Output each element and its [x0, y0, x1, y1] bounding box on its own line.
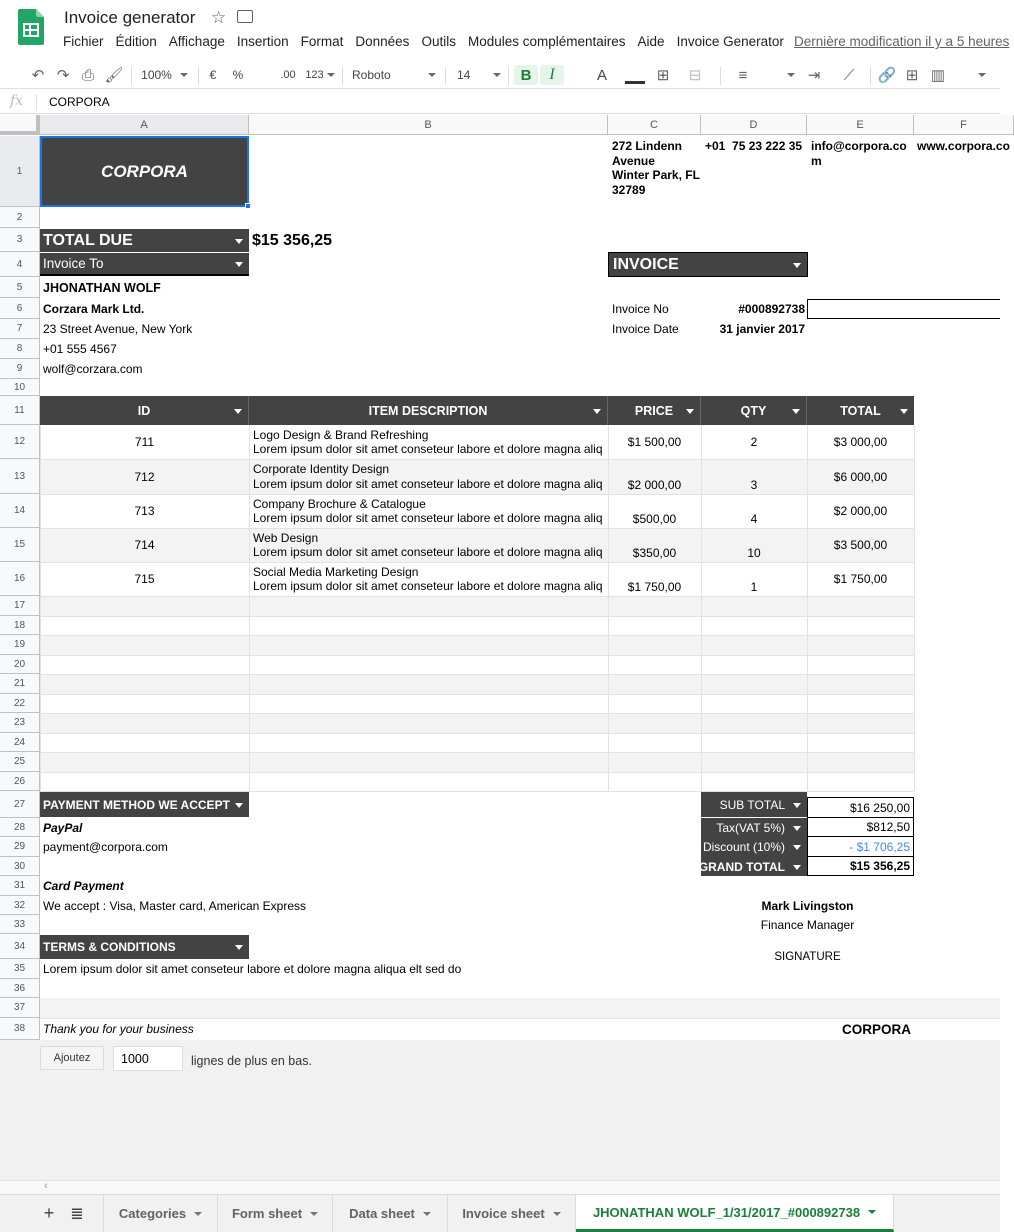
menu-format[interactable]: Format [300, 34, 344, 49]
toolbar-divider [198, 67, 199, 85]
row-header[interactable]: 35 [0, 959, 40, 979]
client-company[interactable]: Corzara Mark Ltd. [43, 301, 145, 316]
subtotal-label-text: SUB TOTAL [719, 797, 785, 812]
row-header[interactable]: 24 [0, 733, 40, 752]
percent-format-button[interactable]: % [232, 68, 244, 82]
invoice-to-label-text: Invoice To [43, 256, 104, 271]
menu-file[interactable]: Fichier [63, 34, 104, 49]
row-header[interactable]: 28 [0, 818, 40, 837]
more-formats-select[interactable] [302, 65, 338, 85]
item-description[interactable] [249, 528, 608, 562]
chevron-down-icon [423, 1212, 431, 1216]
row-header[interactable]: 14 [0, 494, 40, 528]
gridline [914, 425, 915, 791]
dropdown-arrow-icon [593, 409, 601, 414]
italic-button[interactable]: I [540, 65, 564, 85]
gridline [40, 713, 914, 714]
dropdown-arrow-icon [793, 826, 801, 831]
toolbar-divider [720, 67, 721, 85]
dropdown-arrow-icon [793, 803, 801, 808]
tab-label: JHONATHAN WOLF_1/31/2017_#000892738 [592, 1204, 861, 1220]
item-title: Social Media Marketing Design [253, 564, 419, 579]
client-phone[interactable]: +01 555 4567 [43, 342, 117, 356]
row-header[interactable]: 38 [0, 1018, 40, 1040]
row-header[interactable]: 26 [0, 772, 40, 791]
dropdown-arrow-icon [235, 945, 243, 950]
card-payment-text[interactable]: We accept : Visa, Master card, American Express [43, 898, 306, 913]
function-icon: fx [10, 93, 24, 109]
col-price-header[interactable] [608, 396, 701, 425]
item-total[interactable]: $3 000,00 [833, 435, 888, 449]
row-header[interactable]: 20 [0, 655, 40, 674]
item-total[interactable]: $2 000,00 [833, 504, 888, 518]
formula-bar [0, 90, 1000, 114]
item-detail: Lorem ipsum dolor sit amet conseteur labore et dolore magna aliq [253, 442, 603, 456]
text-wrap-icon[interactable]: ⇥ [807, 67, 821, 84]
item-id[interactable]: 713 [134, 504, 155, 518]
row-header[interactable]: 11 [0, 396, 40, 425]
item-price[interactable]: $1 750,00 [627, 579, 682, 594]
payment-method-header-text: PAYMENT METHOD WE ACCEPT [43, 797, 230, 812]
invoice-date-value[interactable]: 31 janvier 2017 [719, 322, 805, 336]
tab-categories[interactable] [103, 1195, 218, 1232]
item-detail: Lorem ipsum dolor sit amet conseteur labore et dolore magna aliq [253, 545, 603, 559]
dropdown-arrow-icon [235, 803, 243, 808]
row-header[interactable]: 12 [0, 425, 40, 459]
payment-method-header[interactable] [40, 792, 249, 817]
terms-text[interactable]: Lorem ipsum dolor sit amet conseteur labore et dolore magna aliqua elt sed do [43, 962, 462, 976]
star-icon[interactable]: ☆ [211, 8, 227, 27]
company-email [811, 139, 907, 168]
dropdown-arrow-icon [235, 239, 243, 244]
print-icon[interactable]: ⎙ [81, 66, 94, 84]
invoice-header-text: INVOICE [613, 255, 679, 273]
more-formats-label: 123 [305, 69, 324, 81]
all-sheets-icon[interactable]: ≣ [70, 1205, 84, 1223]
document-title[interactable]: Invoice generator [64, 8, 196, 27]
gridline [40, 635, 914, 636]
tax-label-text: Tax(VAT 5%) [716, 820, 785, 835]
tab-label: Data sheet [349, 1206, 415, 1221]
total-due-label[interactable] [40, 229, 249, 252]
total-due-label-text: TOTAL DUE [43, 231, 133, 249]
merge-cells-icon[interactable]: ⊟ [688, 67, 702, 84]
thank-you-text[interactable]: Thank you for your business [43, 1022, 194, 1036]
footer-brand[interactable]: CORPORA [841, 1021, 911, 1037]
zoom-value: 100% [141, 68, 172, 82]
row-header[interactable]: 4 [0, 252, 40, 277]
dropdown-arrow-icon [793, 263, 801, 268]
tab-invoice-sheet[interactable] [448, 1195, 576, 1232]
dropdown-arrow-icon [234, 409, 242, 414]
more-options-icon[interactable] [976, 65, 988, 85]
tab-label: Invoice sheet [462, 1206, 545, 1221]
row-band [40, 752, 914, 772]
font-family-value: Roboto [352, 68, 391, 82]
chevron-down-icon [327, 73, 335, 77]
row-header[interactable]: 19 [0, 635, 40, 655]
item-title: Logo Design & Brand Refreshing [253, 427, 429, 442]
client-email[interactable]: wolf@corzara.com [43, 362, 143, 376]
chevron-down-icon [553, 1212, 561, 1216]
gridline [40, 616, 914, 617]
bold-button[interactable]: B [514, 65, 538, 85]
item-qty[interactable]: 1 [750, 579, 758, 594]
insert-link-icon[interactable]: 🔗 [877, 67, 897, 84]
address-line: Avenue [612, 153, 655, 168]
chevron-down-icon [787, 73, 795, 77]
chevron-down-icon [428, 73, 436, 77]
chevron-down-icon [180, 73, 188, 77]
dropdown-arrow-icon [792, 409, 800, 414]
formula-input[interactable]: CORPORA [49, 95, 110, 109]
terms-header-text: TERMS & CONDITIONS [43, 940, 176, 954]
menu-help[interactable]: Aide [637, 34, 665, 49]
row-header[interactable]: 37 [0, 998, 40, 1018]
signature-label: SIGNATURE [774, 951, 841, 963]
item-detail: Lorem ipsum dolor sit amet conseteur labore et dolore magna aliq [253, 476, 603, 491]
email-line: m [811, 153, 822, 168]
add-rows-label: lignes de plus en bas. [191, 1054, 312, 1068]
company-website: www.corpora.co [917, 139, 1010, 153]
scroll-left-icon[interactable]: ‹ [44, 1180, 48, 1192]
row-header[interactable]: 16 [0, 562, 40, 596]
tab-data-sheet[interactable] [333, 1195, 448, 1232]
item-description[interactable] [249, 459, 608, 494]
tab-label: Categories [118, 1206, 187, 1221]
company-address [612, 139, 700, 197]
dropdown-arrow-icon [793, 845, 801, 850]
row-header[interactable]: 30 [0, 857, 40, 876]
item-price[interactable]: $2 000,00 [627, 477, 682, 492]
redo-icon[interactable]: ↷ [56, 67, 70, 84]
row-header[interactable]: 1 [0, 136, 40, 207]
invoice-no-extra-cell[interactable] [807, 299, 1000, 319]
item-qty[interactable]: 10 [747, 545, 761, 560]
menu-addons[interactable]: Modules complémentaires [467, 34, 626, 49]
row-header[interactable]: 18 [0, 616, 40, 635]
row-header[interactable]: 13 [0, 459, 40, 494]
row-header[interactable]: 5 [0, 277, 40, 298]
item-description[interactable] [249, 494, 608, 528]
discount-label-text: Discount (10%) [702, 840, 785, 854]
item-title: Web Design [253, 530, 319, 545]
fill-color-icon[interactable] [624, 65, 646, 85]
font-size-select[interactable] [455, 65, 503, 85]
gridline [40, 752, 914, 753]
col-id-header[interactable] [40, 396, 249, 425]
chevron-down-icon [310, 1212, 318, 1216]
toolbar-divider [508, 67, 509, 85]
grand-total-value[interactable]: $15 356,25 [807, 857, 914, 876]
client-address[interactable]: 23 Street Avenue, New York [43, 322, 193, 336]
toolbar-divider [445, 67, 446, 85]
row-header[interactable]: 32 [0, 896, 40, 915]
insert-comment-icon[interactable]: ⊞ [905, 67, 919, 84]
row-header[interactable]: 36 [0, 979, 40, 998]
zoom-select[interactable] [137, 65, 192, 85]
row-band [40, 713, 914, 733]
borders-icon[interactable]: ⊞ [656, 67, 670, 84]
row-header[interactable]: 2 [0, 207, 40, 228]
invoice-no-value[interactable]: #000892738 [738, 302, 805, 316]
font-size-value: 14 [457, 68, 471, 82]
paint-format-icon[interactable]: 🖌 [104, 67, 124, 84]
gridline [40, 655, 914, 656]
col-price-header-text: PRICE [634, 403, 674, 418]
col-total-header-text: TOTAL [840, 403, 881, 418]
row-header[interactable]: 15 [0, 528, 40, 562]
column-header-e[interactable]: E [807, 115, 914, 135]
row-header[interactable]: 22 [0, 694, 40, 713]
item-price[interactable]: $350,00 [632, 545, 677, 560]
menu-bar [63, 34, 796, 52]
signer-name[interactable]: Mark Livingston [761, 898, 854, 913]
col-qty-header-text: QTY [740, 403, 767, 418]
item-qty[interactable]: 4 [750, 511, 758, 526]
dropdown-arrow-icon [900, 409, 908, 414]
toolbar-divider [342, 67, 343, 85]
chevron-down-icon [194, 1212, 202, 1216]
add-rows-count-input[interactable] [113, 1046, 183, 1071]
menu-invoice-generator[interactable]: Invoice Generator [676, 34, 784, 49]
column-header-f[interactable]: F [914, 115, 1014, 135]
item-total[interactable]: $1 750,00 [833, 572, 888, 586]
font-family-select[interactable] [350, 65, 438, 85]
gridline [40, 596, 914, 597]
row-band [40, 635, 914, 655]
company-phone: +01 75 23 222 35 [705, 139, 803, 153]
signer-title[interactable]: Finance Manager [760, 917, 855, 932]
invoice-header[interactable] [608, 252, 808, 277]
invoice-date-label: Invoice Date [612, 322, 679, 336]
item-qty[interactable]: 2 [750, 435, 758, 449]
client-name[interactable]: JHONATHAN WOLF [43, 280, 161, 295]
item-id[interactable]: 715 [134, 572, 155, 586]
formula-divider [36, 94, 37, 110]
toolbar [0, 61, 1000, 89]
address-line: 32789 [612, 182, 646, 197]
row-header[interactable]: 25 [0, 752, 40, 772]
paypal-email[interactable]: payment@corpora.com [43, 840, 168, 854]
grand-total-label-text: GRAND TOTAL [698, 859, 785, 874]
item-total[interactable]: $3 500,00 [833, 538, 888, 552]
toolbar-divider [131, 67, 132, 85]
row-header[interactable]: 17 [0, 596, 40, 616]
invoice-no-label: Invoice No [612, 302, 669, 316]
menu-view[interactable]: Affichage [168, 34, 225, 49]
tab-label: Form sheet [231, 1206, 303, 1221]
insert-chart-icon[interactable]: ▥ [930, 67, 946, 84]
discount-value[interactable]: - $1 706,25 [807, 837, 914, 857]
item-price[interactable]: $1 500,00 [627, 435, 682, 449]
email-line: info@corpora.co [811, 139, 907, 153]
row-header[interactable]: 27 [0, 791, 40, 818]
row-header[interactable]: 33 [0, 915, 40, 934]
menu-insert[interactable]: Insertion [236, 34, 289, 49]
column-header-b[interactable]: B [249, 115, 608, 135]
sheets-logo-icon[interactable] [18, 9, 44, 45]
row-header[interactable]: 9 [0, 359, 40, 379]
text-color-button[interactable]: A [596, 66, 607, 84]
decimal-format-button[interactable]: .00 [280, 69, 296, 81]
col-total-header[interactable] [807, 396, 914, 425]
col-desc-header-text: ITEM DESCRIPTION [368, 403, 488, 418]
add-sheet-icon[interactable]: + [43, 1203, 55, 1223]
address-line: 272 Lindenn [612, 139, 683, 153]
paypal-label: PayPal [43, 820, 83, 835]
chevron-down-icon [493, 73, 501, 77]
dropdown-arrow-icon [686, 409, 694, 414]
item-qty[interactable]: 3 [750, 477, 758, 492]
item-description[interactable] [249, 425, 608, 459]
row-header[interactable]: 21 [0, 674, 40, 694]
row-band [40, 674, 914, 694]
row-header[interactable]: 23 [0, 713, 40, 733]
invoice-to-label[interactable] [40, 253, 249, 276]
item-detail: Lorem ipsum dolor sit amet conseteur labore et dolore magna aliq [253, 579, 603, 593]
menu-edit[interactable]: Édition [115, 34, 157, 49]
col-desc-header[interactable] [249, 396, 608, 425]
row-header[interactable]: 6 [0, 298, 40, 319]
card-payment-label: Card Payment [43, 879, 124, 893]
dropdown-arrow-icon [793, 865, 801, 870]
subtotal-label[interactable] [701, 792, 807, 817]
dropdown-arrow-icon [235, 262, 243, 267]
tab-form-sheet[interactable] [218, 1195, 333, 1232]
horizontal-align-icon[interactable]: ≡ [738, 66, 748, 84]
chevron-down-icon [978, 73, 986, 77]
row-header[interactable]: 7 [0, 319, 40, 339]
col-id-header-text: ID [137, 403, 151, 418]
add-rows-button[interactable]: Ajoutez [40, 1046, 104, 1070]
item-detail: Lorem ipsum dolor sit amet conseteur labore et dolore magna aliq [253, 511, 603, 525]
fill-handle[interactable] [245, 203, 251, 209]
horizontal-scrollbar[interactable] [0, 1180, 1000, 1194]
terms-header[interactable] [40, 935, 249, 959]
row-header[interactable]: 3 [0, 228, 40, 252]
item-id[interactable]: 714 [134, 538, 155, 552]
item-id[interactable]: 712 [134, 469, 155, 484]
tax-label[interactable] [701, 818, 807, 837]
discount-label[interactable] [701, 837, 807, 857]
column-header-d[interactable]: D [701, 115, 807, 135]
undo-icon[interactable]: ↶ [31, 67, 45, 84]
item-id[interactable]: 711 [134, 435, 155, 449]
column-header-c[interactable]: C [608, 115, 701, 135]
subtotal-value[interactable]: $16 250,00 [807, 797, 914, 818]
row-band [40, 596, 914, 616]
row-band [40, 998, 1000, 1018]
row-header[interactable]: 10 [0, 379, 40, 396]
vertical-align-icon[interactable] [786, 65, 796, 85]
tab-current-invoice[interactable] [576, 1195, 894, 1232]
row-header[interactable]: 34 [0, 934, 40, 959]
col-qty-header[interactable] [701, 396, 807, 425]
last-edit-link[interactable]: Dernière modification il y a 5 heures [794, 34, 1010, 49]
toolbar-divider [870, 67, 871, 85]
column-header-a[interactable]: A [40, 115, 249, 135]
move-folder-icon[interactable] [237, 10, 253, 23]
item-total[interactable]: $6 000,00 [833, 469, 888, 484]
company-logo-cell[interactable]: CORPORA [40, 136, 249, 207]
menu-data[interactable]: Données [355, 34, 410, 49]
chevron-down-icon [868, 1210, 876, 1214]
currency-format-button[interactable]: € [209, 68, 217, 82]
item-description[interactable] [249, 562, 608, 596]
gridline [40, 772, 914, 773]
item-title: Company Brochure & Catalogue [253, 496, 426, 511]
text-rotation-icon[interactable]: ⟋ [843, 66, 855, 84]
row-header[interactable]: 29 [0, 837, 40, 857]
row-header[interactable]: 8 [0, 339, 40, 359]
tax-value[interactable]: $812,50 [807, 818, 914, 837]
row-header[interactable]: 31 [0, 876, 40, 896]
gridline [40, 733, 914, 734]
menu-tools[interactable]: Outils [421, 34, 456, 49]
address-line: Winter Park, FL [612, 168, 700, 182]
total-due-value[interactable]: $15 356,25 [252, 231, 333, 249]
sheet-tab-bar [0, 1194, 1000, 1232]
gridline [40, 694, 914, 695]
gridline [40, 674, 914, 675]
select-all-corner[interactable] [0, 115, 40, 135]
item-price[interactable]: $500,00 [632, 511, 677, 526]
item-title: Corporate Identity Design [253, 462, 390, 476]
grand-total-label[interactable] [698, 857, 807, 876]
